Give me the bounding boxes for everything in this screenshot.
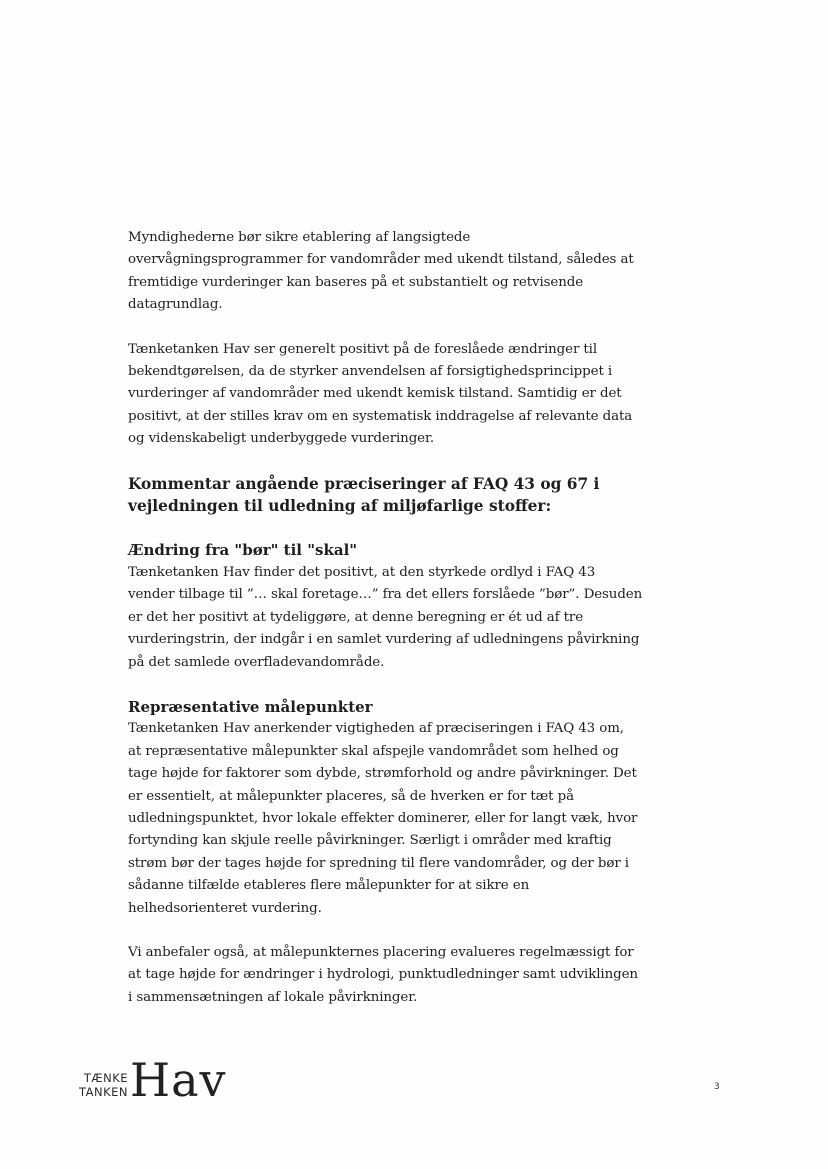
spacer (128, 451, 628, 473)
logo-small-text (79, 1071, 128, 1099)
text-line: vender tilbage til ”… skal foretage…” fra det ellers forslåede ”bør”. Desuden (128, 587, 643, 603)
text-line: Myndighederne bør sikre etablering af langsigtede (128, 230, 471, 245)
text-line: Tænketanken Hav anerkender vigtigheden af præciseringen i FAQ 43 om, (128, 721, 624, 737)
body-content (128, 227, 643, 1009)
subheading-bor-skal: Ændring fra "bør" til "skal" (128, 541, 358, 560)
logo-line-2: TANKEN (79, 1085, 129, 1099)
heading-line: vejledningen til udledning af miljøfarlige stoffer: (128, 497, 552, 516)
text-line: at repræsentative målepunkter skal afspejle vandområdet som helhed og (128, 743, 619, 759)
text-line: strøm bør der tages højde for spredning til flere vandområder, og der bør i (128, 855, 629, 871)
logo-line-1: TÆNKE (83, 1071, 129, 1085)
text-line: Tænketanken Hav ser generelt positivt på de foreslåede ændringer til (128, 341, 598, 357)
text-line: Vi anbefaler også, at målepunkternes placering evalueres regelmæssigt for (128, 944, 634, 960)
text-line: Tænketanken Hav finder det positivt, at den styrkede ordlyd i FAQ 43 (128, 564, 596, 580)
taenketanken-hav-logo (79, 1053, 227, 1107)
spacer (128, 517, 628, 539)
text-line: fortynding kan skjule reelle påvirkninger. Særligt i områder med kraftig (128, 833, 612, 849)
paragraph-monitoring (128, 227, 634, 317)
text-line: vurderinger af vandområder med ukendt kemisk tilstand. Samtidig er det (128, 386, 622, 402)
text-line: bekendtgørelsen, da de styrker anvendelsen af forsigtighedsprincippet i (128, 364, 613, 380)
text-line: i sammensætningen af lokale påvirkninger. (128, 989, 418, 1005)
spacer (128, 674, 628, 696)
text-line: fremtidige vurderinger kan baseres på et substantielt og retvisende (128, 274, 584, 290)
logo-word: Hav (130, 1053, 227, 1107)
paragraph-recommendation (128, 942, 638, 1009)
text-line: udledningspunktet, hvor lokale effekter dominerer, eller for langt væk, hvor (128, 810, 638, 826)
text-line: er essentielt, at målepunkter placeres, så de hverken er for tæt på (128, 788, 574, 804)
text-line: på det samlede overfladevandområde. (128, 654, 385, 670)
page-number: 3 (714, 1082, 720, 1092)
spacer (128, 317, 628, 339)
text-line: vurderingstrin, der indgår i en samlet vurdering af udledningens påvirkning (128, 632, 640, 648)
text-line: og videnskabeligt underbyggede vurderinger. (128, 431, 434, 447)
paragraph-bor-skal (128, 562, 643, 674)
text-line: helhedsorienteret vurdering. (128, 900, 322, 916)
heading-line: Kommentar angående præciseringer af FAQ 43 og 67 i (128, 474, 600, 493)
text-line: positivt, at der stilles krav om en systematisk inddragelse af relevante data (128, 408, 633, 424)
text-line: at tage højde for ændringer i hydrologi, punktudledninger samt udviklingen (128, 967, 638, 983)
text-line: overvågningsprogrammer for vandområder med ukendt tilstand, således at (128, 252, 634, 268)
paragraph-positive-view (128, 339, 633, 451)
paragraph-maalepunkter (128, 718, 638, 920)
text-line: sådanne tilfælde etableres flere målepunkter for at sikre en (128, 878, 530, 894)
text-line: tage højde for faktorer som dybde, strømforhold og andre påvirkninger. Det (128, 766, 637, 782)
subheading-maalepunkter: Repræsentative målepunkter (128, 697, 373, 716)
section-heading (128, 473, 628, 518)
text-line: datagrundlag. (128, 297, 223, 313)
text-line: er det her positivt at tydeliggøre, at denne beregning er ét ud af tre (128, 609, 584, 625)
spacer (128, 920, 628, 942)
